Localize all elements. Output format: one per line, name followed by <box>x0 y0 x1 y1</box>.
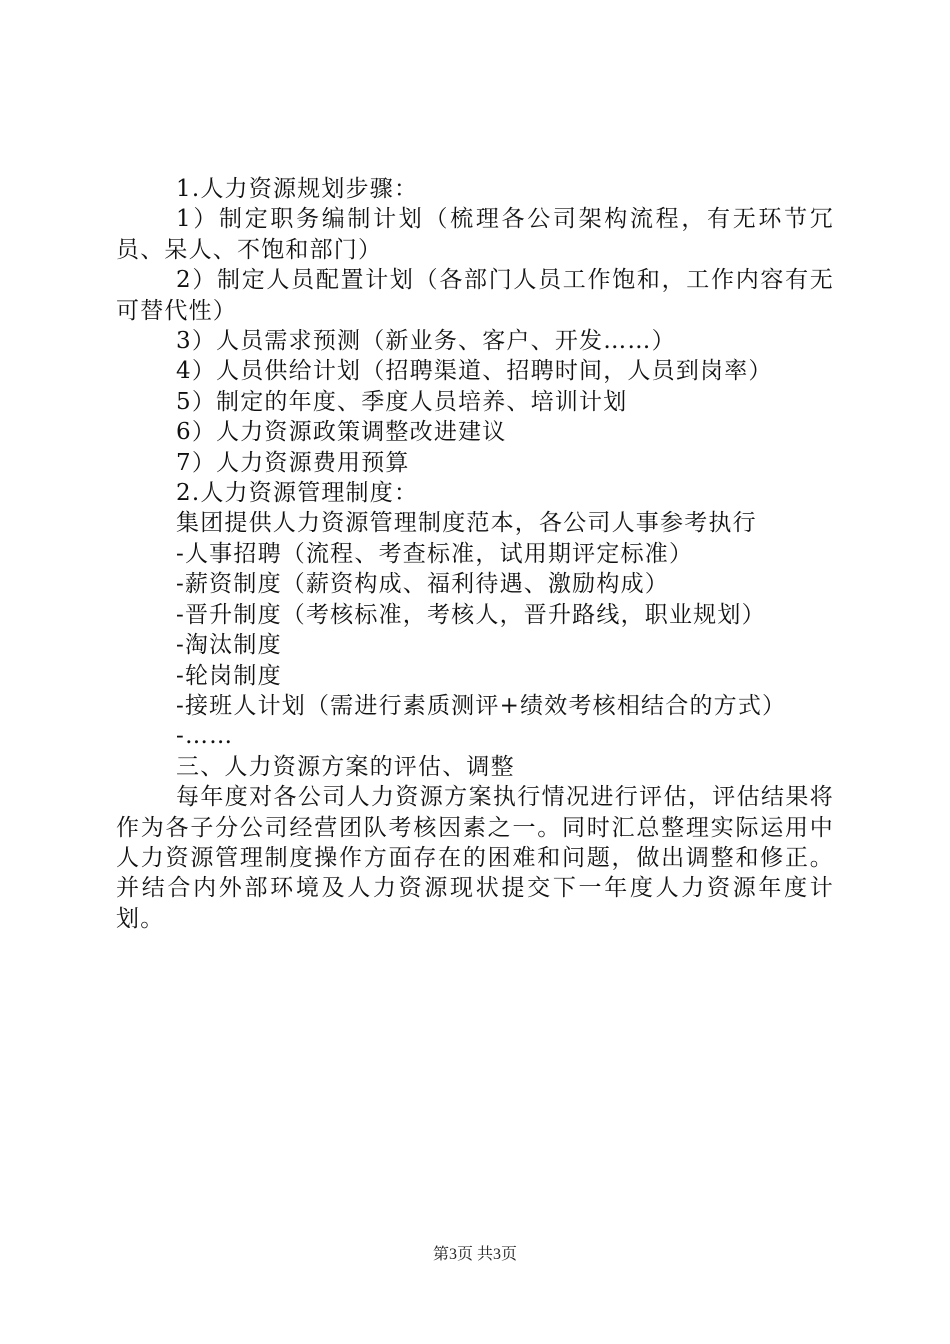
list-item: 2）制定人员配置计划（各部门人员工作饱和，工作内容有无可替代性） <box>116 267 834 324</box>
document-body <box>116 174 834 934</box>
paragraph-text: 每年度对各公司人力资源方案执行情况进行评估，评估结果将作为各子分公司经营团队考核因素之一。同时汇总整理实际运用中人力资源管理制度操作方面存在的困难和问题，做出调整和修正。并结合内外部环境及人力资源现状提交下一年度人力资源年度计划。 <box>116 784 834 932</box>
list-item: -薪资制度（薪资构成、福利待遇、激励构成） <box>176 571 669 598</box>
list-item: 7）人力资源费用预算 <box>176 449 410 476</box>
list-item: 6）人力资源政策调整改进建议 <box>176 419 507 446</box>
list-item: 3）人员需求预测（新业务、客户、开发……） <box>176 328 676 355</box>
list-item: 4）人员供给计划（招聘渠道、招聘时间，人员到岗率） <box>176 358 773 385</box>
list-item: 5）制定的年度、季度人员培养、培训计划 <box>176 388 628 415</box>
section-heading-management-system: 2.人力资源管理制度： <box>176 480 419 507</box>
section-heading-evaluation: 三、人力资源方案的评估、调整 <box>176 753 515 780</box>
list-item: 1）制定职务编制计划（梳理各公司架构流程，有无环节冗员、呆人、不饱和部门） <box>116 206 834 263</box>
page-number-footer: 第3页 共3页 <box>432 1246 517 1263</box>
paragraph-text: 集团提供人力资源管理制度范本，各公司人事参考执行 <box>176 510 757 537</box>
section-heading-planning-steps: 1.人力资源规划步骤： <box>176 176 419 202</box>
list-item: -接班人计划（需进行素质测评+绩效考核相结合的方式） <box>176 692 787 719</box>
list-item: -…… <box>176 723 234 750</box>
list-item: -淘汰制度 <box>176 632 282 659</box>
list-item: -晋升制度（考核标准，考核人，晋升路线，职业规划） <box>176 601 766 628</box>
list-item: -人事招聘（流程、考查标准，试用期评定标准） <box>176 540 694 567</box>
list-item: -轮岗制度 <box>176 662 282 689</box>
